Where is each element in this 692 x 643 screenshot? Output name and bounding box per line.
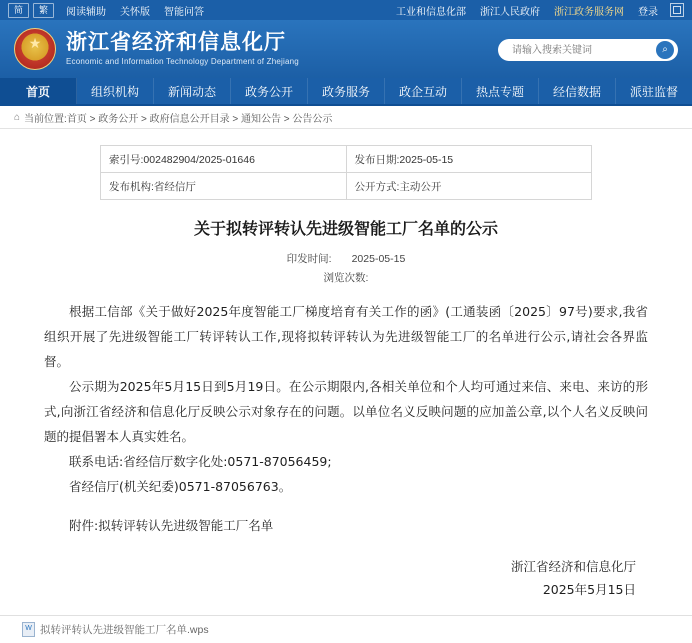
page-title: 关于拟转评转认先进级智能工厂名单的公示 <box>193 219 498 238</box>
lang-traditional-button[interactable]: 繁 <box>33 3 54 18</box>
wps-file-icon <box>22 622 35 637</box>
top-link-zjzwfw[interactable]: 浙江政务服务网 <box>554 6 624 18</box>
print-time-label: 印发时间: <box>286 253 332 265</box>
meta-publisher-label: 发布机构: <box>109 180 154 193</box>
site-title-block <box>66 31 299 67</box>
article-attachment-line[interactable]: 附件:拟转评转认先进级智能工厂名单 <box>69 518 274 533</box>
article-paragraph: 省经信厅(机关纪委)0571-87056763。 <box>69 479 292 494</box>
national-emblem-icon <box>14 28 56 70</box>
grid-icon[interactable] <box>670 3 684 17</box>
main-nav <box>0 78 692 106</box>
breadcrumb <box>0 106 692 129</box>
nav-item-gov-services[interactable]: 政务服务 <box>308 78 385 104</box>
nav-item-home[interactable]: 首页 <box>0 78 77 104</box>
top-link-reading-aid[interactable]: 阅读辅助 <box>66 6 107 18</box>
nav-item-organization[interactable]: 组织机构 <box>77 78 154 104</box>
table-row <box>101 173 592 200</box>
site-title-en: Economic and Information Technology Department of Zhejiang <box>66 57 299 67</box>
meta-index-value: 002482904/2025-01646 <box>143 153 255 166</box>
meta-publisher-cell <box>101 173 347 200</box>
meta-publish-mode-cell <box>346 173 592 200</box>
nav-item-hot-topics[interactable]: 热点专题 <box>462 78 539 104</box>
top-link-miit[interactable]: 工业和信息化部 <box>396 6 466 18</box>
article-paragraph: 根据工信部《关于做好2025年度智能工厂梯度培育有关工作的函》(工通装函〔2025〕97号)要求,我省组织开展了先进级智能工厂转评转认工作,现将拟转评转认为先进级智能工厂的名单进行公示,请社会各界监督。 <box>44 304 648 369</box>
top-link-login[interactable]: 登录 <box>638 6 658 18</box>
nav-item-supervision[interactable]: 派驻监督 <box>629 84 678 99</box>
article-sheet <box>0 129 692 601</box>
document-print-time <box>22 251 670 266</box>
article-paragraph: 公示期为2025年5月15日到5月19日。在公示期限内,各相关单位和个人均可通过来信、来电、来访的形式,向浙江省经济和信息化厅反映公示对象存在的问题。以单位名义反映问题的应加盖公章,以个人名义反映问题的提倡署本人真实姓名。 <box>44 379 648 444</box>
lang-simplified-button[interactable]: 简 <box>8 3 29 18</box>
top-link-zhejiang-gov[interactable]: 浙江人民政府 <box>480 6 540 18</box>
site-header <box>0 20 692 78</box>
meta-publish-date-value: 2025-05-15 <box>399 153 454 166</box>
site-title-cn: 浙江省经济和信息化厅 <box>66 30 286 55</box>
signature-date: 2025年5月15日 <box>542 581 636 597</box>
nav-item-data[interactable]: 经信数据 <box>539 78 616 104</box>
document-meta-table <box>100 145 592 200</box>
print-time-value: 2025-05-15 <box>351 253 406 265</box>
breadcrumb-text[interactable]: 当前位置:首页 > 政务公开 > 政府信息公开目录 > 通知公告 > 公告公示 <box>24 113 333 125</box>
article-body <box>22 299 670 538</box>
home-icon: ⌂ <box>14 111 21 123</box>
top-link-smart-qa[interactable]: 智能问答 <box>164 6 205 18</box>
article-paragraph: 联系电话:省经信厅数字化处:0571-87056459; <box>69 454 332 469</box>
attachment-file-name[interactable]: 拟转评转认先进级智能工厂名单.wps <box>40 624 209 636</box>
meta-publish-mode-label: 公开方式: <box>354 180 400 193</box>
meta-index-label: 索引号: <box>109 153 144 166</box>
nav-item-gov-disclosure[interactable]: 政务公开 <box>231 78 308 104</box>
top-link-care-version[interactable]: 关怀版 <box>120 6 151 18</box>
table-row <box>101 146 592 173</box>
article-signature <box>22 556 670 601</box>
top-utility-bar <box>0 0 692 20</box>
attachment-bar[interactable] <box>0 615 692 643</box>
meta-publish-mode-value: 主动公开 <box>399 180 442 193</box>
search-input[interactable] <box>510 44 656 57</box>
document-hits <box>22 270 670 285</box>
meta-index-cell <box>101 146 347 173</box>
meta-publish-date-cell <box>346 146 592 173</box>
nav-item-gov-enterprise[interactable]: 政企互动 <box>385 78 462 104</box>
search-icon[interactable]: ⌕ <box>656 41 674 59</box>
hits-label: 浏览次数: <box>323 272 369 284</box>
search-box[interactable] <box>498 39 678 61</box>
meta-publisher-value: 省经信厅 <box>153 180 196 193</box>
signature-org: 浙江省经济和信息化厅 <box>510 559 636 574</box>
meta-publish-date-label: 发布日期: <box>354 153 400 166</box>
nav-item-news[interactable]: 新闻动态 <box>154 78 231 104</box>
